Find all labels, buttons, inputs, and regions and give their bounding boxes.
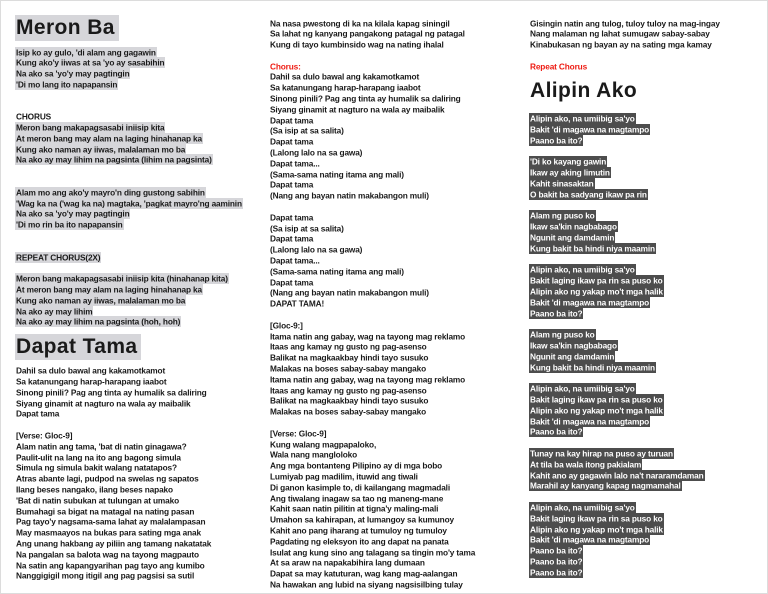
section-label: Repeat Chorus: [530, 61, 588, 72]
lyric-line: Dapat tama...: [270, 158, 320, 169]
lyric-line: Alam ng puso ko: [530, 329, 595, 340]
stanza: [15, 47, 255, 90]
lyric-line: Simula ng simula bakit walang natatapos?: [16, 462, 177, 473]
lyric-line: Alipin ako ng yakap mo't mga halik: [530, 405, 663, 416]
lyric-line: Alipin ako, na umiibig sa'yo: [530, 113, 635, 124]
lyric-line: Bakit 'di magawa na magtampo: [530, 416, 650, 427]
lyric-line: Dapat tama: [270, 115, 314, 126]
lyric-line: Ikaw sa'kin nagbabago: [530, 221, 617, 232]
lyric-line: Alipin ako, na umiibig sa'yo: [530, 502, 635, 513]
stanza: [15, 431, 255, 582]
lyric-line: Dapat tama...: [270, 255, 320, 266]
lyric-line: Dapat tama: [270, 212, 314, 223]
song-title-text: Dapat Tama: [15, 334, 141, 360]
lyric-line: Kahit ano ay gagawin lalo na't nararamdaman: [530, 470, 704, 481]
song-title: [15, 15, 255, 40]
section-label: Chorus:: [270, 61, 301, 72]
lyric-line: Bakit 'di magawa na magtampo: [530, 297, 650, 308]
lyric-line: Sa lahat ng kanyang pangakong patagal ng patagal: [270, 28, 465, 39]
lyric-line: Balikat na magkaakbay hindi tayo susuko: [270, 395, 429, 406]
lyric-line: Alam mo ang ako'y mayro'n ding gustong sabihin: [16, 187, 205, 198]
stanza: [269, 212, 525, 309]
lyric-line: Isip ko ay gulo, 'di alam ang gagawin: [16, 47, 156, 57]
stanza: [529, 211, 763, 254]
lyric-line: Pagdating ng eleksyon ito ang dapat na panata: [270, 536, 449, 547]
lyric-line: Paano ba ito?: [530, 556, 583, 567]
lyric-line: Dahil sa dulo bawal ang kakamotkamot: [270, 71, 420, 82]
stanza: [269, 72, 525, 202]
lyric-line: Ilang beses nangako, ilang beses napako: [16, 484, 173, 495]
lyric-line: Na hawakan ang lubid na siyang nagsisilbing tulay: [270, 579, 463, 590]
lyrics-column-left: [15, 15, 255, 582]
section-label: CHORUS: [16, 111, 52, 122]
lyric-line: Itama natin ang gabay, wag na tayong mag reklamo: [270, 374, 466, 385]
lyric-line: Bakit 'di magawa na magtampo: [530, 534, 650, 545]
lyric-line: Malakas na boses sabay-sabay mangako: [270, 363, 427, 374]
lyric-line: Na nasa pwestong di ka na kilala kapag siningil: [270, 18, 450, 28]
lyric-line: Na ako ay may lihim na pagsinta (lihim na pagsinta): [16, 154, 212, 165]
section-label: REPEAT CHORUS(2X): [16, 252, 101, 263]
lyric-line: Dapat tama: [270, 277, 314, 288]
lyric-line: Paulit-ulit na lang na ito ang bagong simula: [16, 452, 181, 463]
lyric-line: Atras abante lagi, pudpod na swelas ng sapatos: [16, 473, 199, 484]
lyric-line: Siyang ginamit at nagturo na wala ay maibalik: [16, 398, 191, 409]
lyric-line: Balikat na magkaakbay hindi tayo susuko: [270, 352, 429, 363]
lyric-line: Dapat sa may katuturan, wag kang mag-aalangan: [270, 568, 458, 579]
song-title: [15, 334, 255, 359]
lyric-line: Nang malaman ng lahat sumugaw sabay-sabay: [530, 28, 710, 39]
stanza: [529, 157, 763, 200]
lyric-line: (Nang ang bayan natin makabangon muli): [270, 190, 429, 201]
lyric-line: Paano ba ito?: [530, 308, 583, 319]
lyric-line: Dapat tama: [270, 136, 314, 147]
lyric-line: Alam ng puso ko: [530, 210, 595, 221]
stanza: [269, 18, 525, 50]
lyric-line: Kung walang magpapaloko,: [270, 439, 377, 450]
lyric-line: Ngunit ang damdamin: [530, 351, 615, 362]
lyric-line: Na ako ay may lihim na pagsinta (hoh, hoh): [16, 316, 181, 327]
lyric-line: Meron bang makapagsasabi iniisip kita: [16, 122, 165, 133]
stanza: [529, 18, 763, 50]
lyric-line: Bakit laging ikaw pa rin sa puso ko: [530, 394, 663, 405]
lyric-line: Tunay na kay hirap na puso ay turuan: [530, 448, 673, 459]
lyric-line: Paano ba ito?: [530, 567, 583, 578]
stanza: [269, 320, 525, 417]
lyric-line: Bumahagi sa bigat na matagal na nating pasan: [16, 506, 195, 517]
lyric-line: 'Bat di natin subukan at tulungan at umako: [16, 495, 180, 506]
lyric-line: Dahil sa dulo bawal ang kakamotkamot: [16, 365, 166, 376]
lyric-line: Ang unang hakbang ay piliin ang tamang nakatatak: [16, 538, 212, 549]
lyric-line: (Lalong lalo na sa gawa): [270, 147, 363, 158]
lyric-line: Ang tiwalang inagaw sa tao ng maneng-mane: [270, 493, 444, 504]
lyric-line: Kahit ano pang iharang at tumuloy ng tumuloy: [270, 525, 447, 536]
lyric-line: At meron bang may alam na laging hinahanap ka: [16, 284, 202, 295]
lyric-line: Na ako sa 'yo'y may pagtingin: [16, 68, 130, 79]
lyric-line: (Sa isip at sa salita): [270, 125, 344, 136]
lyric-line: May masmaayos na bukas para sating mga anak: [16, 527, 201, 538]
lyric-line: Umahon sa kahirapan, at lumangoy sa kumunoy: [270, 514, 454, 525]
lyric-line: Sa katanungang harap-harapang iaabot: [270, 82, 421, 93]
stanza: [269, 428, 525, 590]
lyric-line: Kung bakit ba hindi niya maamin: [530, 243, 655, 254]
lyric-line: O bakit ba sadyang ikaw pa rin: [530, 189, 647, 200]
lyric-line: Dapat tama: [270, 179, 314, 190]
lyric-line: [Verse: Gloc-9]: [270, 428, 327, 439]
lyric-line: Kinabukasan ng bayan ay na sating mga kamay: [530, 39, 712, 50]
lyric-line: Wala nang mangloloko: [270, 449, 358, 460]
stanza: [15, 274, 255, 328]
lyric-line: Ikaw sa'kin nagbabago: [530, 340, 617, 351]
lyric-line: Marahil ay kanyang kapag nagmamahal: [530, 480, 681, 491]
lyric-line: [Verse: Gloc-9]: [16, 430, 73, 441]
lyric-line: (Sama-sama nating itama ang mali): [270, 169, 404, 180]
lyric-line: Gisingin natin ang tulog, tuloy tuloy na mag-ingay: [530, 18, 720, 28]
lyric-line: Kung ako'y iiwas at sa 'yo ay sasabihin: [16, 57, 165, 68]
lyric-line: Paano ba ito?: [530, 135, 583, 146]
lyric-line: At tila ba wala itong pakialam: [530, 459, 642, 470]
lyric-line: [Gloc-9:]: [270, 320, 303, 331]
lyric-line: Pag tayo'y nagsama-sama lahat ay malalampasan: [16, 516, 206, 527]
lyric-line: Kung ako naman ay iiwas, malalaman mo ba: [16, 144, 186, 155]
lyric-line: Alipin ako ng yakap mo't mga halik: [530, 524, 663, 535]
stanza: [529, 502, 763, 578]
lyric-line: Na pangalan sa balota wag na tayong magpauto: [16, 549, 199, 560]
lyric-line: Bakit laging ikaw pa rin sa puso ko: [530, 513, 663, 524]
lyric-line: (Sa isip at sa salita): [270, 223, 344, 234]
lyrics-column-middle: [269, 18, 525, 590]
lyric-line: Bakit laging ikaw pa rin sa puso ko: [530, 275, 663, 286]
lyric-line: (Lalong lalo na sa gawa): [270, 244, 363, 255]
lyric-line: Alam natin ang tama, 'bat di natin ginagawa?: [16, 441, 187, 452]
lyric-line: Kahit sinasaktan: [530, 178, 594, 189]
lyric-line: (Sama-sama nating itama ang mali): [270, 266, 404, 277]
lyric-line: DAPAT TAMA!: [270, 298, 325, 309]
lyric-line: Alipin ako, na umiibig sa'yo: [530, 383, 635, 394]
lyric-line: Ang mga bontanteng Pilipino ay di mga bobo: [270, 460, 443, 471]
lyric-line: Itama natin ang gabay, wag na tayong mag reklamo: [270, 331, 466, 342]
lyric-line: Bakit 'di magawa na magtampo: [530, 124, 650, 135]
song-title-text: Meron Ba: [15, 15, 119, 41]
lyric-line: Kung bakit ba hindi niya maamin: [530, 362, 655, 373]
lyric-line: (Nang ang bayan natin makabangon muli): [270, 287, 429, 298]
lyric-line: Meron bang makapagsasabi iniisip kita (hinahanap kita): [16, 273, 228, 284]
lyric-line: Lumiyab pag madilim, ituwid ang tiwali: [270, 471, 418, 482]
lyric-line: 'Di mo rin ba ito napapansin: [16, 219, 123, 230]
song-title-text: Alipin Ako: [530, 78, 638, 102]
stanza: [15, 366, 255, 420]
lyric-line: Di ganon kasimple to, di kailangang magmadali: [270, 482, 450, 493]
lyric-line: At sa araw na napakabihira lang dumaan: [270, 557, 425, 568]
song-title: [529, 78, 763, 103]
lyric-line: At meron bang may alam na laging hinahanap ka: [16, 133, 202, 144]
stanza: [15, 187, 255, 230]
stanza: [529, 114, 763, 146]
lyric-line: Sinong pinili? Pag ang tinta ay humalik sa daliring: [16, 387, 207, 398]
stanza: [529, 384, 763, 438]
lyric-line: Ngunit ang damdamin: [530, 232, 615, 243]
lyric-line: Paano ba ito?: [530, 545, 583, 556]
lyric-line: Kahit saan natin pilitin at tigna'y maling-mali: [270, 503, 439, 514]
lyrics-column-right: [529, 18, 763, 578]
lyric-line: Sinong pinili? Pag ang tinta ay humalik sa daliring: [270, 93, 461, 104]
lyric-line: Na ako sa 'yo'y may pagtingin: [16, 208, 130, 219]
lyric-line: Na satin ang kapangyarihan pag tayo ang kumibo: [16, 560, 205, 571]
lyric-line: Na ako ay may lihim: [16, 306, 93, 317]
lyric-line: 'Wag ka na ('wag ka na) magtaka, 'pagkat mayro'ng aaminin: [16, 198, 242, 209]
stanza: [529, 448, 763, 491]
lyric-line: Nanggigigil mong itigil ang pag pagsisi sa sutil: [16, 570, 195, 581]
lyric-line: Dapat tama: [270, 233, 314, 244]
lyric-line: Kung di tayo kumbinsido wag na nating ihalal: [270, 39, 444, 50]
lyric-line: Siyang ginamit at nagturo na wala ay maibalik: [270, 104, 445, 115]
stanza: [15, 123, 255, 166]
lyric-line: Malakas na boses sabay-sabay mangako: [270, 406, 427, 417]
lyric-line: Paano ba ito?: [530, 426, 583, 437]
lyric-line: Dapat tama: [16, 408, 60, 419]
stanza: [529, 330, 763, 373]
lyric-line: Itaas ang kamay ng gusto ng pag-asenso: [270, 341, 427, 352]
lyric-line: Ikaw ay aking limutin: [530, 167, 610, 178]
lyric-line: Alipin ako, na umiibig sa'yo: [530, 264, 635, 275]
stanza: [529, 265, 763, 319]
lyric-line: 'Di ko kayang gawin: [530, 156, 607, 167]
lyric-line: 'Di mo lang ito napapansin: [16, 79, 118, 90]
lyric-line: Itaas ang kamay ng gusto ng pag-asenso: [270, 385, 427, 396]
lyric-line: Alipin ako ng yakap mo't mga halik: [530, 286, 663, 297]
lyric-line: Kung ako naman ay iiwas, malalaman mo ba: [16, 295, 186, 306]
lyric-line: Isulat ang kung sino ang talagang sa tingin mo'y tama: [270, 547, 476, 558]
lyric-line: Sa katanungang harap-harapang iaabot: [16, 376, 167, 387]
